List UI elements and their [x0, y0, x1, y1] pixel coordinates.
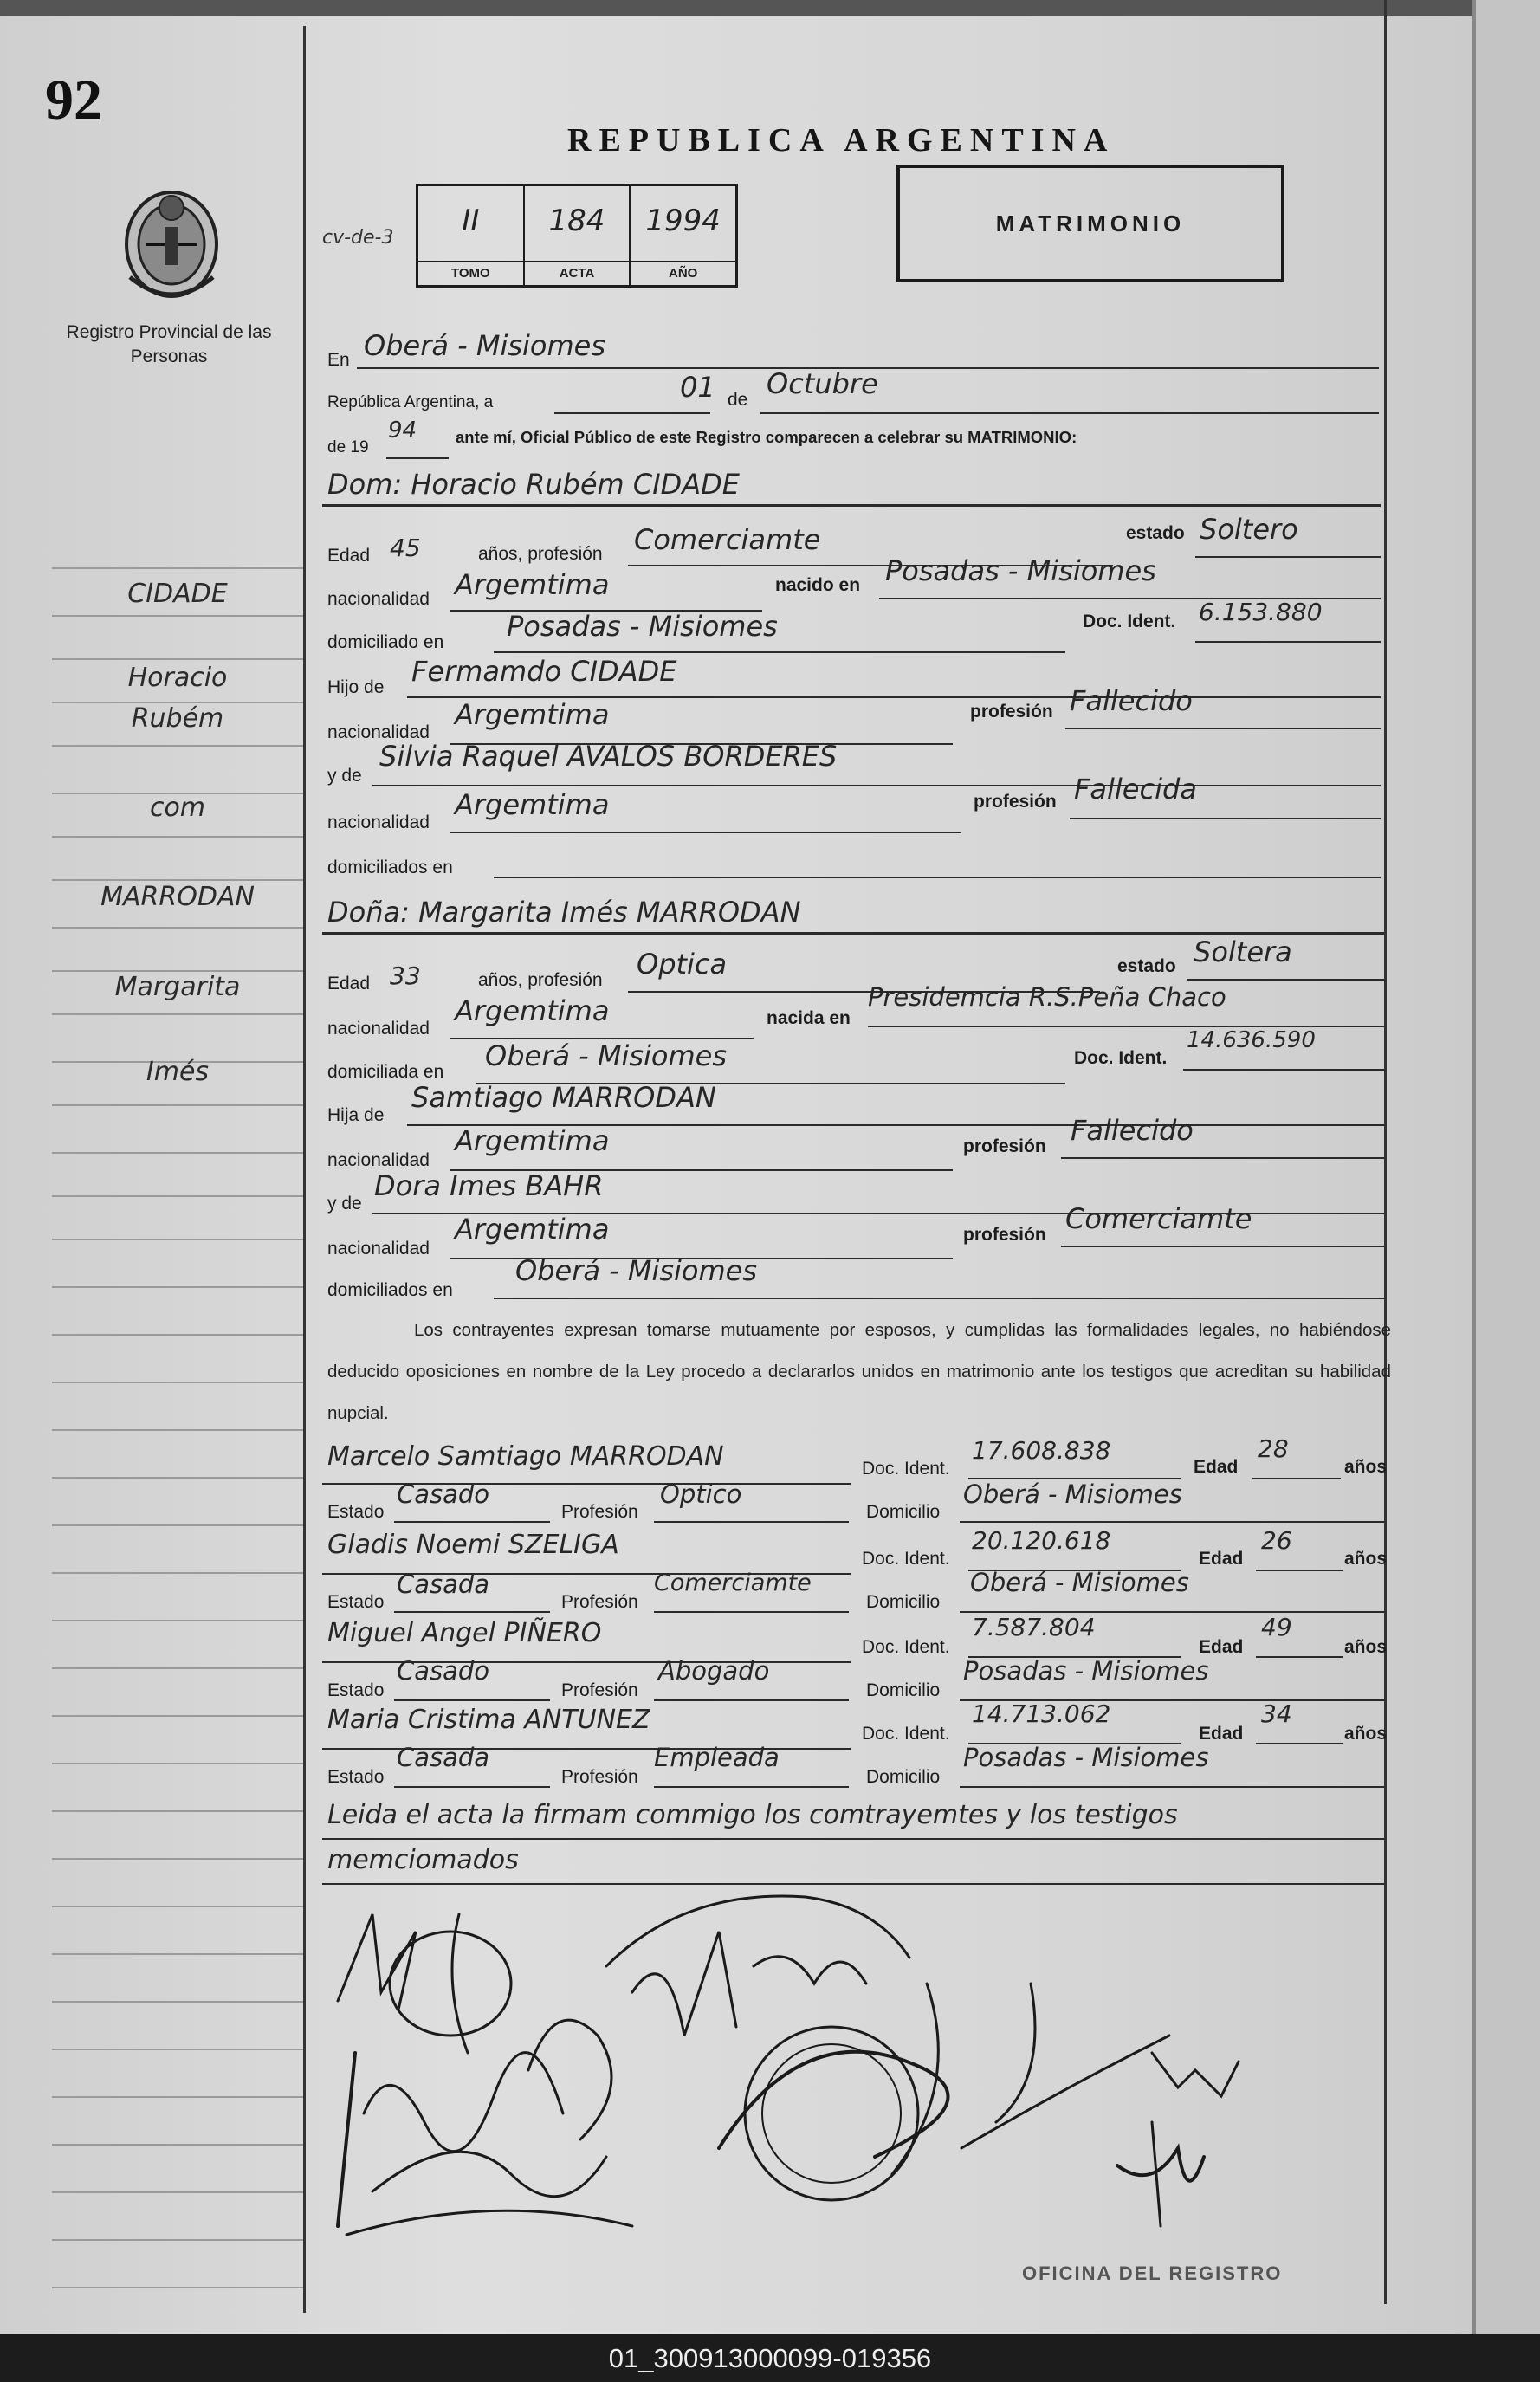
- acta-label: ACTA: [525, 261, 630, 285]
- margin-note-com: com: [149, 793, 206, 823]
- label-de-year: de 19: [327, 438, 369, 456]
- label-edad: Edad: [327, 546, 371, 566]
- margin-rule: [52, 1334, 303, 1336]
- witness-3-age: 49: [1261, 1613, 1292, 1641]
- formal-declaration-paragraph: Los contrayentes expresan tomarse mutuamente por esposos, y cumplidas las formalidades legales, no habiéndose deducido oposiciones en nombre de la Ley procedo a declararlos unidos en matrimonio ante los testigos que acreditan su habilidad nupcial.: [327, 1320, 1391, 1423]
- label-domicilio-w4: Domicilio: [866, 1767, 941, 1787]
- folio-number: 92: [45, 68, 102, 132]
- margin-rule: [52, 2239, 303, 2241]
- margin-rule: [52, 1429, 303, 1431]
- label-domicilio-w1: Domicilio: [866, 1502, 941, 1522]
- margin-rule: [52, 1239, 303, 1240]
- groom-birthplace: Posadas - Misiomes: [885, 554, 1156, 587]
- label-doc-ident-w1: Doc. Ident.: [862, 1459, 950, 1479]
- page-title: REPUBLICA ARGENTINA: [567, 122, 1116, 159]
- bride-doc: 14.636.590: [1187, 1027, 1316, 1053]
- groom-father: Fermamdo CIDADE: [411, 655, 677, 688]
- label-nacionalidad-bride: nacionalidad: [327, 1019, 430, 1039]
- label-estado-w2: Estado: [327, 1592, 385, 1612]
- witness-3-name: Miguel Angel PIÑERO: [327, 1618, 602, 1648]
- label-profesion-bride-mother: profesión: [963, 1225, 1046, 1245]
- witness-4-profession: Empleada: [654, 1743, 780, 1772]
- margin-note-bride-name: Margarita: [114, 972, 241, 1002]
- label-profesion-w2: Profesión: [561, 1592, 638, 1612]
- witness-3-doc: 7.587.804: [972, 1613, 1096, 1641]
- label-profesion-w3: Profesión: [561, 1680, 638, 1700]
- margin-rule: [52, 1858, 303, 1860]
- label-doc-ident-bride: Doc. Ident.: [1074, 1048, 1168, 1068]
- margin-rule: [52, 567, 303, 569]
- label-estado-w1: Estado: [327, 1502, 385, 1522]
- witness-1-address: Oberá - Misiomes: [963, 1479, 1182, 1509]
- label-domicilio-w3: Domicilio: [866, 1680, 941, 1700]
- bride-name: Doña: Margarita Imés MARRODAN: [327, 896, 801, 929]
- margin-rule: [52, 745, 303, 747]
- label-anos-w1: años: [1344, 1457, 1388, 1477]
- margin-rule: [52, 1524, 303, 1526]
- bride-mother-profession: Comerciamte: [1065, 1202, 1252, 1235]
- groom-mother-nationality: Argemtima: [455, 788, 610, 821]
- label-anos-profesion: años, profesión: [478, 544, 603, 564]
- label-domiciliados-en-bride: domiciliados en: [327, 1280, 453, 1300]
- day-value: 01: [680, 371, 715, 404]
- groom-parents-address-field: [494, 837, 1381, 878]
- margin-note-bride-surname: MARRODAN: [100, 882, 255, 912]
- label-nacionalidad: nacionalidad: [327, 589, 430, 609]
- label-doc-ident-w2: Doc. Ident.: [862, 1549, 950, 1569]
- tomo-value: II: [462, 204, 480, 238]
- groom-age: 45: [390, 534, 421, 562]
- margin-rule: [52, 2001, 303, 2003]
- acta-value: 184: [548, 204, 605, 238]
- margin-rule: [52, 879, 303, 881]
- acta-cell: [525, 186, 631, 285]
- groom-mother-profession: Fallecida: [1074, 773, 1197, 806]
- label-estado-w3: Estado: [327, 1680, 385, 1700]
- margin-rule: [52, 1152, 303, 1154]
- signatures-area: [320, 1862, 1386, 2261]
- registry-label: Registro Provincial de las Personas: [66, 322, 272, 366]
- label-hijo-de: Hijo de: [327, 677, 385, 697]
- margin-divider: [303, 26, 306, 2313]
- bride-status: Soltera: [1194, 935, 1292, 968]
- witness-4-doc: 14.713.062: [972, 1699, 1111, 1728]
- witness-1-age: 28: [1258, 1434, 1289, 1463]
- label-domiciliado-en: domiciliado en: [327, 632, 444, 652]
- label-edad-bride: Edad: [327, 974, 371, 994]
- bride-age: 33: [390, 961, 421, 990]
- margin-rule: [52, 2191, 303, 2193]
- label-profesion-w1: Profesión: [561, 1502, 638, 1522]
- margin-rule: [52, 1620, 303, 1621]
- label-edad-w3: Edad: [1199, 1637, 1244, 1657]
- groom-profession: Comerciamte: [634, 523, 821, 556]
- groom-mother: Silvia Raquel AVALOS BORDERES: [379, 740, 838, 773]
- label-domiciliados-en: domiciliados en: [327, 858, 453, 877]
- label-estado-bride: estado: [1117, 956, 1176, 976]
- label-edad-w1: Edad: [1194, 1457, 1239, 1477]
- margin-rule: [52, 927, 303, 929]
- label-nacionalidad-bride-mother: nacionalidad: [327, 1239, 430, 1259]
- label-nacionalidad-father: nacionalidad: [327, 722, 430, 742]
- margin-rule: [52, 1953, 303, 1955]
- groom-father-profession: Fallecido: [1070, 684, 1193, 717]
- label-nacionalidad-bride-father: nacionalidad: [327, 1150, 430, 1170]
- margin-rule: [52, 1477, 303, 1479]
- bride-mother: Dora Imes BAHR: [374, 1169, 604, 1202]
- month-value: Octubre: [767, 367, 878, 400]
- closing-text: Leida el acta la firmam commigo los comtrayemtes y los testigos memciomados: [327, 1800, 1178, 1875]
- label-republica: República Argentina, a: [327, 393, 494, 411]
- groom-nationality: Argemtima: [455, 568, 610, 601]
- witness-2-status: Casada: [397, 1570, 490, 1599]
- book-spine-edge: [1472, 0, 1540, 2334]
- tomo-prefix: cv-de-3: [322, 227, 394, 249]
- image-identifier-caption: 01_300913000099-019356: [608, 2343, 932, 2373]
- label-nacionalidad-mother: nacionalidad: [327, 812, 430, 832]
- witness-1-profession: Optico: [660, 1479, 742, 1509]
- margin-rule: [52, 658, 303, 660]
- ano-cell: [631, 186, 735, 285]
- label-anos-w4: años: [1344, 1724, 1388, 1744]
- label-y-de-bride: y de: [327, 1194, 362, 1214]
- margin-rule: [52, 1382, 303, 1383]
- tomo-label: TOMO: [418, 261, 523, 285]
- year-value: 94: [388, 417, 417, 443]
- ano-label: AÑO: [631, 261, 735, 285]
- margin-rule: [52, 1810, 303, 1812]
- margin-rule: [52, 1286, 303, 1288]
- margin-rule: [52, 1715, 303, 1717]
- margin-rule: [52, 1013, 303, 1015]
- bride-parents-address: Oberá - Misiomes: [515, 1254, 758, 1287]
- witness-4-address: Posadas - Misiomes: [963, 1743, 1209, 1772]
- margin-rule: [52, 1906, 303, 1907]
- witness-2-doc: 20.120.618: [972, 1526, 1111, 1555]
- label-anos-w2: años: [1344, 1549, 1388, 1569]
- label-estado: estado: [1126, 523, 1185, 543]
- witness-1-status: Casado: [397, 1479, 490, 1509]
- groom-father-nationality: Argemtima: [455, 698, 610, 731]
- groom-name: Dom: Horacio Rubém CIDADE: [327, 468, 741, 501]
- tomo-acta-box: [416, 184, 738, 288]
- margin-rule: [52, 2049, 303, 2050]
- bride-nationality: Argemtima: [455, 994, 610, 1027]
- witness-4-age: 34: [1261, 1699, 1292, 1728]
- label-doc-ident-w4: Doc. Ident.: [862, 1724, 950, 1744]
- label-profesion-father: profesión: [970, 702, 1053, 722]
- groom-address: Posadas - Misiomes: [507, 610, 778, 643]
- witness-3-address: Posadas - Misiomes: [963, 1656, 1209, 1686]
- label-de: de: [728, 390, 748, 410]
- margin-rule: [52, 2096, 303, 2098]
- label-nacido-en: nacido en: [775, 575, 861, 595]
- margin-note-bride-name-2: Imés: [146, 1057, 210, 1087]
- margin-rule: [52, 1572, 303, 1574]
- label-anos-w3: años: [1344, 1637, 1388, 1657]
- witness-4-name: Maria Cristima ANTUNEZ: [327, 1705, 650, 1735]
- margin-rule: [52, 836, 303, 838]
- witness-1-name: Marcelo Samtiago MARRODAN: [327, 1441, 724, 1472]
- label-en: En: [327, 350, 350, 370]
- label-anos-profesion-bride: años, profesión: [478, 970, 603, 990]
- label-doc-ident-w3: Doc. Ident.: [862, 1637, 950, 1657]
- bride-birthplace: Presidemcia R.S.Peña Chaco: [868, 982, 1226, 1012]
- label-ante-mi: ante mí, Oficial Público de este Registro comparecen a celebrar su MATRIMONIO:: [456, 428, 1077, 446]
- margin-rule: [52, 2144, 303, 2146]
- label-domicilio-w2: Domicilio: [866, 1592, 941, 1612]
- bride-father-profession: Fallecido: [1071, 1114, 1194, 1147]
- witness-4-status: Casada: [397, 1743, 490, 1772]
- label-doc-ident: Doc. Ident.: [1083, 612, 1176, 631]
- bride-father-nationality: Argemtima: [455, 1124, 610, 1157]
- label-profesion-mother: profesión: [974, 792, 1057, 812]
- margin-rule: [52, 1104, 303, 1106]
- label-nacida-en: nacida en: [767, 1008, 851, 1028]
- label-estado-w4: Estado: [327, 1767, 385, 1787]
- margin-rule: [52, 615, 303, 617]
- margin-note-surname: CIDADE: [127, 579, 228, 609]
- margin-rule: [52, 1667, 303, 1669]
- bride-mother-nationality: Argemtima: [455, 1213, 610, 1246]
- label-hija-de: Hija de: [327, 1105, 385, 1125]
- witness-2-address: Oberá - Misiomes: [970, 1568, 1189, 1597]
- label-y-de: y de: [327, 766, 362, 786]
- label-profesion-bride-father: profesión: [963, 1136, 1046, 1156]
- witness-2-profession: Comerciamte: [654, 1570, 812, 1596]
- place-value: Oberá - Misiomes: [364, 329, 606, 362]
- groom-doc: 6.153.880: [1199, 598, 1323, 626]
- witness-2-name: Gladis Noemi SZELIGA: [327, 1530, 619, 1560]
- witness-1-doc: 17.608.838: [972, 1436, 1111, 1465]
- label-edad-w4: Edad: [1199, 1724, 1244, 1744]
- label-edad-w2: Edad: [1199, 1549, 1244, 1569]
- office-stamp-text: OFICINA DEL REGISTRO: [1022, 2262, 1283, 2284]
- label-domiciliada-en: domiciliada en: [327, 1062, 444, 1082]
- document-type-box: MATRIMONIO: [896, 165, 1284, 282]
- argentina-coat-of-arms-icon: [111, 182, 232, 303]
- ano-value: 1994: [645, 204, 721, 238]
- bride-father: Samtiago MARRODAN: [411, 1081, 716, 1114]
- scan-top-edge: [0, 0, 1540, 16]
- margin-rule: [52, 1195, 303, 1197]
- tomo-cell: [418, 186, 525, 285]
- bride-address: Oberá - Misiomes: [485, 1039, 728, 1072]
- margin-note-given-name-2: Rubém: [131, 703, 224, 734]
- label-profesion-w4: Profesión: [561, 1767, 638, 1787]
- groom-status: Soltero: [1200, 513, 1298, 546]
- margin-rule: [52, 2287, 303, 2288]
- witness-3-status: Casado: [397, 1656, 490, 1686]
- margin-note-given-name: Horacio: [127, 663, 228, 693]
- margin-rule: [52, 1763, 303, 1764]
- witness-2-age: 26: [1261, 1526, 1292, 1555]
- bride-profession: Optica: [637, 948, 728, 981]
- witness-3-profession: Abogado: [658, 1656, 770, 1686]
